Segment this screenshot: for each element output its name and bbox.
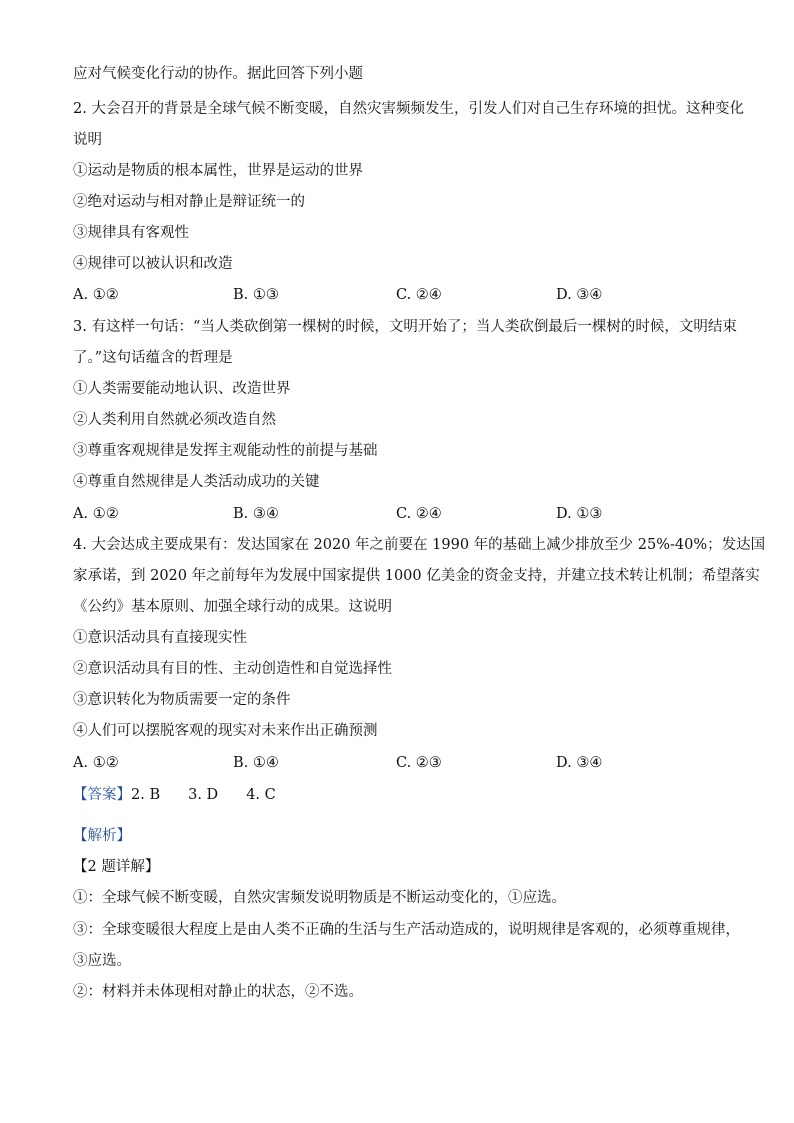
q3-item-4: ④尊重自然规律是人类活动成功的关键 [73,474,320,490]
q4-stem-line2: 家承诺，到 2020 年之前每年为发展中国家提供 1000 亿美金的资金支持，并建立技术转让机制；希望落实 [73,568,760,584]
q3-option-c: C. ②④ [396,506,442,522]
q3-option-d: D. ①③ [556,506,603,522]
q2-option-a: A. ①② [73,287,119,303]
q3-item-3: ③尊重客观规律是发挥主观能动性的前提与基础 [73,443,378,459]
answer-label: 【答案】 [73,787,131,803]
q2-item-1: ①运动是物质的根本属性，世界是运动的世界 [73,163,363,179]
q4-option-d: D. ③④ [556,755,603,771]
q4-option-c: C. ②③ [396,755,442,771]
q2-item-3: ③规律具有客观性 [73,225,189,241]
q4-option-a: A. ①② [73,755,119,771]
q3-stem-line2: 了。”这句话蕴含的哲理是 [73,350,233,366]
q4-item-2: ②意识活动具有目的性、主动创造性和自觉选择性 [73,661,392,677]
answer-4: 4. C [246,787,276,803]
q3-item-2: ②人类利用自然就必须改造自然 [73,412,276,428]
analysis-para-1: ①：全球气候不断变暖，自然灾害频发说明物质是不断运动变化的，①应选。 [73,890,566,906]
q4-item-4: ④人们可以摆脱客观的现实对未来作出正确预测 [73,723,378,739]
q2-option-c: C. ②④ [396,287,442,303]
q3-item-1: ①人类需要能动地认识、改造世界 [73,381,291,397]
q3-option-a: A. ①② [73,506,119,522]
q2-stem-line2: 说明 [73,132,102,148]
q2-option-b: B. ①③ [233,287,279,303]
analysis-para-3: ②：材料并未体现相对静止的状态，②不选。 [73,984,363,1000]
answer-2: 2. B [131,787,161,803]
intro-line: 应对气候变化行动的协作。据此回答下列小题 [73,66,363,82]
q4-item-3: ③意识转化为物质需要一定的条件 [73,692,291,708]
analysis-label: 【解析】 [73,828,131,844]
answer-3: 3. D [188,787,219,803]
analysis-para-2-line1: ③：全球变暖很大程度上是由人类不正确的生活与生产活动造成的，说明规律是客观的，必须尊重规律， [73,922,740,938]
q3-option-b: B. ③④ [233,506,279,522]
answer-line [73,785,276,805]
analysis-para-2-line2: ③应选。 [73,953,131,969]
q4-stem-line1: 4. 大会达成主要成果有：发达国家在 2020 年之前要在 1990 年的基础上减少排放至少 25%-40%；发达国 [73,537,766,553]
q4-option-b: B. ①④ [233,755,279,771]
q2-item-4: ④规律可以被认识和改造 [73,256,233,272]
q2-option-d: D. ③④ [556,287,603,303]
q2-stem-line1: 2. 大会召开的背景是全球气候不断变暖，自然灾害频频发生，引发人们对自己生存环境的担忧。这种变化 [73,101,744,117]
q3-stem-line1: 3. 有这样一句话：“当人类砍倒第一棵树的时候，文明开始了；当人类砍倒最后一棵树的时候，文明结束 [73,319,737,335]
detail-label: 【2 题详解】 [73,859,160,875]
q2-item-2: ②绝对运动与相对静止是辩证统一的 [73,194,305,210]
q4-stem-line3: 《公约》基本原则、加强全球行动的成果。这说明 [73,599,392,615]
q4-item-1: ①意识活动具有直接现实性 [73,630,247,646]
